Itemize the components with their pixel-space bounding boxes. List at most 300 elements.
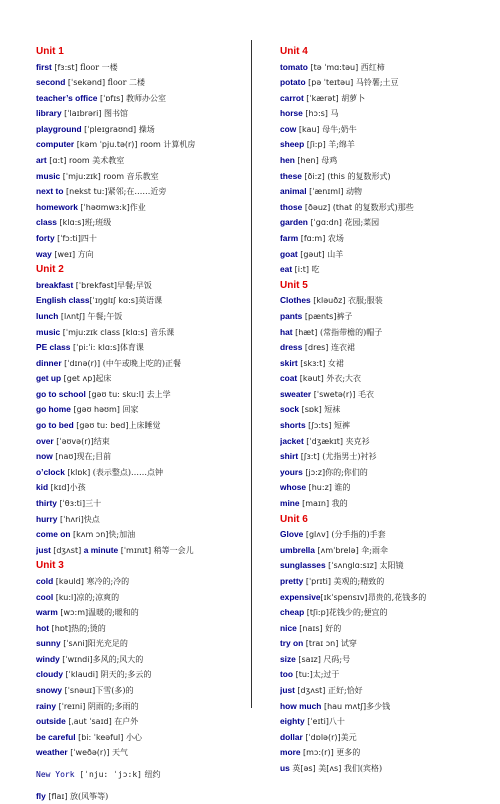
entry-word: sock xyxy=(280,404,300,415)
vocab-entry xyxy=(280,75,492,91)
vocab-entry xyxy=(280,387,492,403)
entry-meaning: 西红柿 xyxy=(358,62,385,72)
entry-phonetic: [hɒt] xyxy=(49,623,72,633)
entry-meaning: 现在;目前 xyxy=(76,452,112,462)
entry-meaning: 我的 xyxy=(329,499,348,509)
entry-word: forty xyxy=(36,233,55,244)
entry-phonetic: [ˈθɜ:ti] xyxy=(56,499,86,509)
vocab-entry xyxy=(36,418,248,434)
entry-word: skirt xyxy=(280,357,298,368)
entry-phonetic: [ˈeɪti] xyxy=(304,717,329,727)
vocab-entry xyxy=(280,683,492,699)
entry-meaning: 谁的 xyxy=(331,483,351,493)
entry-word: breakfast xyxy=(36,279,74,290)
entry-phonetic: [kləuðz] xyxy=(310,296,346,306)
entry-meaning: 马铃薯;土豆 xyxy=(353,78,399,88)
entry-word: mine xyxy=(280,498,300,509)
entry-meaning: (分手指的)手套 xyxy=(328,530,386,540)
entry-word: sunny xyxy=(36,638,61,649)
vocab-entry xyxy=(36,789,248,804)
entry-word: animal xyxy=(280,186,307,197)
entry-meaning: 衣服;服装 xyxy=(345,296,383,306)
vocab-entry xyxy=(36,325,248,341)
entry-phonetic: [naɪs] xyxy=(296,623,323,633)
entry-word: yours xyxy=(280,466,303,477)
entry-phonetic: [pə ˈteɪtəu] xyxy=(305,78,354,88)
vocab-entry xyxy=(36,122,248,138)
vocab-entry xyxy=(36,667,248,683)
entry-meaning: 体育课 xyxy=(119,343,144,353)
vocab-entry xyxy=(280,449,492,465)
entry-phonetic: [ˈkærət] xyxy=(303,93,339,103)
entry-meaning: 伞;雨伞 xyxy=(358,545,388,555)
entry-word: just xyxy=(36,544,54,555)
vocab-entry xyxy=(280,714,492,730)
entry-phonetic: [ˈəʊvə(r)] xyxy=(53,436,94,446)
entry-meaning: (尤指男士)衬衫 xyxy=(319,452,377,462)
vocab-entry xyxy=(36,730,248,746)
vocab-entry xyxy=(36,402,248,418)
entry-phonetic: 英[əs] 美[ʌs] xyxy=(289,764,342,774)
vocab-entry xyxy=(36,356,248,372)
entry-meaning: 多少钱 xyxy=(366,701,391,711)
entry-phonetic: [ˈmju:zɪk] room xyxy=(60,171,125,181)
entry-word: be careful xyxy=(36,731,76,742)
entry-phonetic: [jɔ:z] xyxy=(302,467,326,477)
entry-phonetic: [kau] xyxy=(296,124,320,134)
entry-phonetic: [skɜ:t] xyxy=(297,358,326,368)
vocab-entry xyxy=(36,387,248,403)
entry-word: weather xyxy=(36,747,68,758)
entry-phonetic: [hau mʌtʃ] xyxy=(321,701,367,711)
entry-phonetic: [ˈswetə(r)] xyxy=(311,389,356,399)
entry-word: music xyxy=(36,326,61,337)
vocab-entry xyxy=(36,574,248,590)
vocab-entry xyxy=(280,636,492,652)
entry-meaning: 结束 xyxy=(93,436,110,446)
entry-phonetic: [tə ˈmɑ:təu] xyxy=(307,62,359,72)
vocab-entry xyxy=(280,730,492,746)
entry-phonetic: [klɑ:s] xyxy=(56,218,85,228)
unit-heading: Unit 5 xyxy=(280,279,308,291)
entry-meaning: 班;班级 xyxy=(84,218,112,228)
vocab-entry xyxy=(36,605,248,621)
entry-phonetic: [ˈklaudi] xyxy=(63,670,99,680)
entry-word: computer xyxy=(36,139,75,150)
entry-meaning: 阴天的;多云的 xyxy=(98,670,152,680)
entry-word: class xyxy=(36,217,57,228)
entry-meaning: 动物 xyxy=(343,187,362,197)
entry-phonetic: [ˈbrekfəst] xyxy=(73,280,118,290)
entry-meaning: 裤子 xyxy=(336,311,353,321)
entry-word: expensive xyxy=(280,591,321,602)
vocab-entry xyxy=(280,652,492,668)
vocab-entry xyxy=(36,60,248,76)
entry-phonetic: [hæt] xyxy=(292,327,318,337)
entry-meaning: 阴雨的;多雨的 xyxy=(85,701,139,711)
entry-word: library xyxy=(36,108,62,119)
vocab-entry xyxy=(280,215,492,231)
entry-phonetic: [kəut] xyxy=(297,374,324,384)
entry-phonetic: [kʌm ɔn] xyxy=(70,530,109,540)
entry-word: o’clock xyxy=(36,466,65,477)
vocab-entry xyxy=(36,543,248,559)
vocab-entry xyxy=(280,60,492,76)
vocab-entry xyxy=(280,340,492,356)
entry-meaning: (中午或晚上吃的)正餐 xyxy=(100,358,181,368)
entry-meaning: 回家 xyxy=(119,405,139,415)
entry-meaning: 你的;你们的 xyxy=(325,467,368,477)
vocab-entry xyxy=(36,231,248,247)
vocab-entry xyxy=(36,434,248,450)
entry-phonetic: [hɔ:s] xyxy=(302,109,328,119)
entry-word: goat xyxy=(280,248,298,259)
entry-meaning: 女裙 xyxy=(325,358,344,368)
entry-phonetic: [ʃi:p] xyxy=(304,140,326,150)
entry-word: go to bed xyxy=(36,420,74,431)
entry-phonetic: [ˈsnəuɪ] xyxy=(62,686,96,696)
vocab-entry xyxy=(36,247,248,263)
entry-word: these xyxy=(280,170,302,181)
entry-word: playground xyxy=(36,123,82,134)
vocab-entry xyxy=(36,91,248,107)
vocab-entry xyxy=(280,122,492,138)
entry-word: New York xyxy=(36,770,75,780)
entry-word: Glove xyxy=(280,529,304,540)
entry-meaning: 多风的;风大的 xyxy=(92,654,144,664)
entry-phonetic: [nekst tu:] xyxy=(63,187,108,197)
vocab-entry xyxy=(36,449,248,465)
entry-phonetic: [ˈdɒlə(r)] xyxy=(302,732,341,742)
vocab-entry xyxy=(36,636,248,652)
entry-word: umbrella xyxy=(280,544,315,555)
entry-word: second xyxy=(36,77,66,88)
entry-word: carrot xyxy=(280,92,304,103)
entry-meaning: 紧邻;在……近旁 xyxy=(107,187,167,197)
entry-meaning: 花园;菜园 xyxy=(341,218,380,228)
entry-meaning: 吃 xyxy=(308,265,320,275)
entry-word: dress xyxy=(280,342,303,353)
left-column xyxy=(36,44,248,804)
entry-meaning: 八十 xyxy=(328,717,345,727)
vocab-entry xyxy=(36,371,248,387)
vocab-entry xyxy=(280,480,492,496)
entry-phonetic: [saɪz] xyxy=(295,654,321,664)
vocab-entry xyxy=(36,496,248,512)
vocab-entry xyxy=(36,745,248,761)
entry-word: PE class xyxy=(36,342,71,353)
vocab-entry xyxy=(36,340,248,356)
entry-phonetic: [dres] xyxy=(302,343,329,353)
entry-phonetic: [gəut] xyxy=(297,249,325,259)
entry-word: snowy xyxy=(36,685,63,696)
vocab-entry xyxy=(36,714,248,730)
entry-meaning: 美术教室 xyxy=(89,156,125,166)
entry-meaning: 花钱少的;便宜的 xyxy=(328,608,388,618)
vocab-entry xyxy=(36,527,248,543)
vocab-entry xyxy=(36,621,248,637)
vocab-entry xyxy=(36,590,248,606)
vocab-entry xyxy=(280,745,492,761)
entry-word: how much xyxy=(280,700,322,711)
unit-heading: Unit 3 xyxy=(36,560,64,572)
entry-word: dinner xyxy=(36,357,62,368)
vocab-entry xyxy=(36,184,248,200)
vocab-entry xyxy=(280,200,492,216)
entry-phonetic: [kəm ˈpju.tə(r)] room xyxy=(74,140,161,150)
vocab-entry xyxy=(280,590,492,606)
entry-meaning: 纽约 xyxy=(141,770,161,780)
entry-word: pants xyxy=(280,310,303,321)
entry-phonetic: [ðəuz] (that 的复数形式) xyxy=(302,202,398,212)
entry-phonetic: [ˈænɪml] xyxy=(306,187,344,197)
entry-meaning: 太阳镜 xyxy=(377,561,404,571)
entry-meaning: 下雪(多)的 xyxy=(95,686,134,696)
entry-word: whose xyxy=(280,482,307,493)
entry-meaning: 我们(宾格) xyxy=(341,764,383,774)
entry-meaning: 马 xyxy=(327,109,339,119)
entry-phonetic: [ˈhəʊmwɜ:k] xyxy=(77,202,130,212)
entry-word: eighty xyxy=(280,716,305,727)
entry-word: now xyxy=(36,451,53,462)
entry-word: nice xyxy=(280,622,297,633)
entry-word: rainy xyxy=(36,700,57,711)
entry-phonetic: [hu:z] xyxy=(306,483,332,493)
vocab-entry xyxy=(280,371,492,387)
entry-word: dollar xyxy=(280,731,303,742)
entry-phonetic: [ˈɪŋglɪʃ kɑ:s] xyxy=(89,296,139,306)
entry-word: teacher’s office xyxy=(36,92,98,103)
entry-phonetic: [traɪ ɔn] xyxy=(303,639,339,649)
vocab-entry xyxy=(36,652,248,668)
entry-word: shorts xyxy=(280,420,306,431)
entry-phonetic: [ˈdʒækɪt] xyxy=(303,436,344,446)
entry-phonetic: [ˈreɪni] xyxy=(56,701,86,711)
entry-meaning: floor 二楼 xyxy=(105,78,145,88)
entry-word: a minute xyxy=(83,544,119,555)
entry-word: potato xyxy=(280,77,306,88)
entry-meaning: 小孩 xyxy=(69,483,86,493)
entry-word: cool xyxy=(36,591,54,602)
entry-phonetic: [ku:l] xyxy=(53,592,77,602)
entry-phonetic: [gəʊ tu: sku:l] xyxy=(85,389,145,399)
entry-phonetic: [fɜ:st] xyxy=(51,62,78,72)
entry-word: Clothes xyxy=(280,295,311,306)
vocab-entry xyxy=(280,153,492,169)
entry-word: eat xyxy=(280,264,293,275)
vocab-entry xyxy=(280,184,492,200)
entry-meaning: 阳光充足的 xyxy=(87,639,128,649)
entry-phonetic: [ˈgɑ:dn] xyxy=(307,218,342,228)
entry-word: windy xyxy=(36,653,60,664)
entry-phonetic: [naʊ] xyxy=(52,452,77,462)
entry-phonetic: [get ʌp] xyxy=(61,374,96,384)
vocab-entry xyxy=(280,605,492,621)
entry-phonetic: [ˈsekənd] xyxy=(65,78,106,88)
entry-word: cheap xyxy=(280,607,305,618)
entry-phonetic: [ˈlaɪbrəri] xyxy=(61,109,102,119)
entry-phonetic: [ˈdɪnə(r)] xyxy=(61,358,101,368)
entry-meaning: 寒冷的;冷的 xyxy=(83,576,130,586)
unit-heading: Unit 2 xyxy=(36,264,64,276)
entry-meaning: 热的;烫的 xyxy=(71,623,106,633)
entry-word: those xyxy=(280,201,303,212)
entry-meaning: 音乐教室 xyxy=(124,171,159,181)
vocab-entry xyxy=(280,91,492,107)
vocab-entry xyxy=(280,558,492,574)
entry-word: hurry xyxy=(36,513,58,524)
vocab-entry xyxy=(280,543,492,559)
entry-meaning: 起床 xyxy=(95,374,112,384)
vocab-entry xyxy=(36,683,248,699)
vocab-entry xyxy=(280,761,492,777)
entry-word: hot xyxy=(36,622,50,633)
entry-meaning: 音乐课 xyxy=(147,327,175,337)
entry-word: sweater xyxy=(280,388,312,399)
entry-meaning: 快点 xyxy=(83,514,100,524)
entry-word: hen xyxy=(280,155,295,166)
entry-phonetic: [ˈprɪti] xyxy=(303,576,331,586)
entry-word: way xyxy=(36,248,52,259)
unit-heading: Unit 6 xyxy=(280,513,308,525)
entry-word: too xyxy=(280,669,294,680)
entry-meaning: 三十 xyxy=(85,499,102,509)
entry-word: art xyxy=(36,155,47,166)
entry-phonetic: [gəʊ həʊm] xyxy=(70,405,120,415)
entry-word: shirt xyxy=(280,451,299,462)
vocab-entry xyxy=(280,247,492,263)
entry-phonetic: [ˈhʌri] xyxy=(57,514,84,524)
vocab-entry xyxy=(280,356,492,372)
entry-meaning: 那些 xyxy=(397,202,414,212)
entry-meaning: 美元 xyxy=(340,732,357,742)
entry-phonetic: [ˈsʌni] xyxy=(60,639,88,649)
vocab-entry xyxy=(36,465,248,481)
entry-word: English class xyxy=(36,295,90,306)
entry-word: us xyxy=(280,763,290,774)
entry-phonetic: [klɒk] xyxy=(64,467,91,477)
entry-phonetic: [ʃɔ:ts] xyxy=(305,421,332,431)
entry-phonetic: [gəʊ tu: bed] xyxy=(73,421,129,431)
right-column xyxy=(280,44,492,777)
entry-meaning: 快;加油 xyxy=(108,530,136,540)
entry-meaning: 外衣;大衣 xyxy=(323,374,362,384)
entry-phonetic: [glʌv] xyxy=(303,530,329,540)
entry-word: jacket xyxy=(280,435,304,446)
vocab-entry xyxy=(280,699,492,715)
entry-meaning: 夹克衫 xyxy=(343,436,370,446)
entry-word: garden xyxy=(280,217,308,228)
entry-phonetic: [tu:] xyxy=(293,670,313,680)
vocab-entry xyxy=(280,137,492,153)
entry-meaning: 尺码;号 xyxy=(320,654,351,664)
entry-meaning: 放(风筝等) xyxy=(67,791,109,801)
vocab-entry xyxy=(280,169,492,185)
entry-word: horse xyxy=(280,108,303,119)
entry-meaning: 稍等一会儿 xyxy=(151,545,194,555)
unit-heading: Unit 4 xyxy=(280,46,308,57)
entry-phonetic: [kəuld] xyxy=(53,576,84,586)
vocab-entry xyxy=(36,767,248,783)
vocab-entry xyxy=(280,231,492,247)
entry-word: come on xyxy=(36,529,71,540)
entry-meaning: 好的 xyxy=(322,623,342,633)
vocab-entry xyxy=(36,293,248,309)
entry-phonetic: [ʃɜ:t] xyxy=(298,452,320,462)
entry-phonetic: [lʌntʃ] xyxy=(58,311,85,321)
entry-meaning: 上床睡觉 xyxy=(128,421,161,431)
entry-word: pretty xyxy=(280,575,304,586)
entry-meaning: 教师办公室 xyxy=(123,93,167,103)
vocab-entry xyxy=(280,418,492,434)
vocab-entry xyxy=(36,75,248,91)
entry-meaning: 天气 xyxy=(109,748,128,758)
entry-phonetic: [kɪd] xyxy=(48,483,70,493)
vocab-entry xyxy=(280,667,492,683)
entry-meaning: 正好;恰好 xyxy=(325,686,363,696)
entry-phonetic: [ˈsʌnglɑ:sɪz] xyxy=(325,561,377,571)
vocab-entry xyxy=(36,169,248,185)
vocab-entry xyxy=(36,699,248,715)
entry-phonetic: [wɔ:m] xyxy=(57,608,89,618)
entry-phonetic: [ɪkˈspensɪv] xyxy=(320,592,368,602)
entry-meaning: 母鸡 xyxy=(318,156,338,166)
entry-word: sheep xyxy=(280,139,305,150)
entry-word: kid xyxy=(36,482,49,493)
entry-meaning: 胡萝卜 xyxy=(338,93,366,103)
vocab-entry xyxy=(280,527,492,543)
entry-word: go home xyxy=(36,404,71,415)
entry-meaning: 农场 xyxy=(325,234,344,244)
entry-meaning: 母牛;奶牛 xyxy=(319,124,357,134)
vocab-entry xyxy=(280,465,492,481)
entry-word: size xyxy=(280,653,296,664)
vocab-entry xyxy=(280,293,492,309)
vocab-entry xyxy=(280,621,492,637)
vocab-entry xyxy=(280,325,492,341)
entry-word: go to school xyxy=(36,388,86,399)
entry-phonetic: [ˈweðə(r)] xyxy=(67,748,110,758)
entry-word: cloudy xyxy=(36,669,63,680)
entry-word: homework xyxy=(36,201,78,212)
entry-word: hat xyxy=(280,326,293,337)
entry-phonetic: [ˈɒfɪs] xyxy=(97,93,124,103)
entry-phonetic: [weɪ] xyxy=(51,249,76,259)
entry-phonetic: [bi: ˈkeəful] xyxy=(75,732,124,742)
entry-meaning: 毛衣 xyxy=(355,389,374,399)
entry-meaning: 美观的;精致的 xyxy=(330,576,385,586)
vocab-entry xyxy=(36,215,248,231)
entry-meaning: 昂贵的,花钱多的 xyxy=(367,592,427,602)
entry-meaning: floor 一楼 xyxy=(77,62,118,72)
entry-meaning: 操场 xyxy=(136,124,155,134)
entry-phonetic: [sɒk] xyxy=(299,405,322,415)
entry-meaning: 太;过于 xyxy=(312,670,340,680)
vocab-entry xyxy=(36,480,248,496)
entry-phonetic: [i:t] xyxy=(292,265,309,275)
entry-meaning: 温暖的;暖和的 xyxy=(88,608,139,618)
entry-phonetic: [fɑ:m] xyxy=(298,234,326,244)
entry-word: get up xyxy=(36,373,62,384)
entry-meaning: 四十 xyxy=(80,234,97,244)
entry-meaning: 作业 xyxy=(129,202,146,212)
entry-word: first xyxy=(36,61,52,72)
entry-word: cow xyxy=(280,123,297,134)
entry-meaning: 图书馆 xyxy=(101,109,129,119)
entry-meaning: (表示整点)……点钟 xyxy=(90,467,164,477)
entry-meaning: 早餐;早饭 xyxy=(117,280,152,290)
entry-phonetic: [dʒʌst] xyxy=(53,545,84,555)
